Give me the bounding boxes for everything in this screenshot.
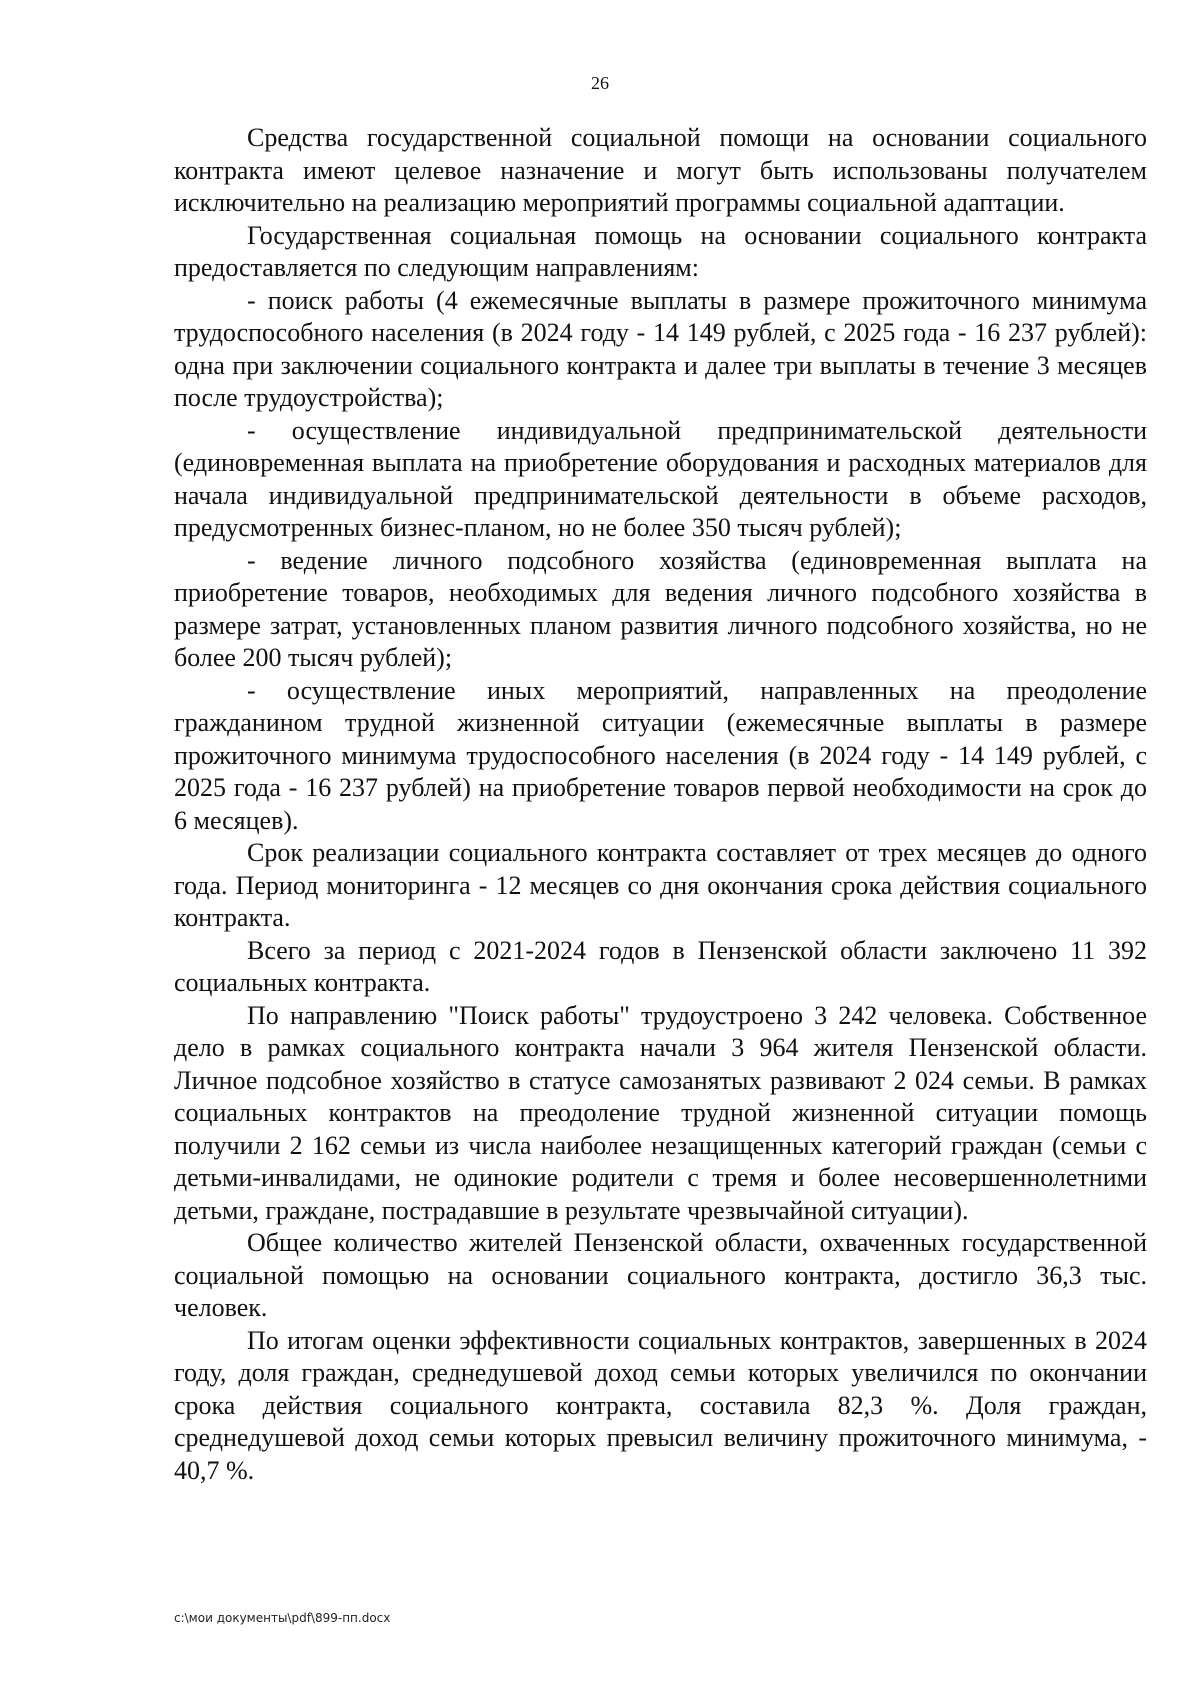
paragraph-contract-term: Срок реализации социального контракта составляет от трех месяцев до одного года. Период мониторинга - 12 месяцев со дня окончания срока действия социального контракта. [174,838,1147,932]
paragraph-results-by-direction: По направлению "Поиск работы" трудоустроено 3 242 человека. Собственное дело в рамках социального контракта начали 3 964 жителя Пензенской области. Личное подсобное хозяйство в статусе самозанятых развивают 2 024 семьи. В рамках социальных контрактов на преодоление трудной жизненной ситуации помощь получили 2 162 семьи из числа наиболее незащищенных категорий граждан (семьи с детьми-инвалидами, не одинокие родители с тремя и более несовершеннолетними детьми, граждане, пострадавшие в результате чрезвычайной ситуации). [174,1000,1147,1225]
paragraph-effectiveness: По итогам оценки эффективности социальных контрактов, завершенных в 2024 году, доля граждан, среднедушевой доход семьи которых увеличился по окончании срока действия социального контракта, составила 82,3 %. Доля граждан, среднедушевой доход семьи которых превысил величину прожиточного минимума, - 40,7 %. [174,1325,1147,1485]
paragraph-other-measures: - осуществление иных мероприятий, направленных на преодоление гражданином трудной жизненной ситуации (ежемесячные выплаты в размере прожиточного минимума трудоспособного населения (в 2024 году - 14 149 рублей, с 2025 года - 16 237 рублей) на приобретение товаров первой необходимости на срок до 6 месяцев). [174,675,1147,835]
paragraph-directions-intro: Государственная социальная помощь на основании социального контракта предоставляется по следующим направлениям: [174,220,1147,282]
paragraph-household-farming: - ведение личного подсобного хозяйства (единовременная выплата на приобретение товаров, необходимых для ведения личного подсобного хозяйства в размере затрат, установленных планом развития личного подсобного хозяйства, но не более 200 тысяч рублей); [174,545,1147,672]
paragraph-total-residents: Общее количество жителей Пензенской области, охваченных государственной социальной помощью на основании социального контракта, достигло 36,3 тыс. человек. [174,1228,1147,1322]
page-number: 26 [591,73,609,93]
paragraph-entrepreneurship: - осуществление индивидуальной предпринимательской деятельности (единовременная выплата на приобретение оборудования и расходных материалов для начала индивидуальной предпринимательской деятельности в объеме расходов, предусмотренных бизнес-планом, но не более 350 тысяч рублей); [174,415,1147,542]
paragraph-job-search: - поиск работы (4 ежемесячные выплаты в размере прожиточного минимума трудоспособного населения (в 2024 году - 14 149 рублей, с 2025 года - 16 237 рублей): одна при заключении социального контракта и далее три выплаты в течение 3 месяцев после трудоустройства); [174,285,1147,412]
document-body [174,122,1147,1487]
paragraph-funds-purpose: Средства государственной социальной помощи на основании социального контракта имеют целевое назначение и могут быть использованы получателем исключительно на реализацию мероприятий программы социальной адаптации. [174,123,1147,217]
footer-file-path: c:\мои документы\pdf\899-пп.docx [174,1611,391,1625]
paragraph-total-contracts: Всего за период с 2021-2024 годов в Пензенской области заключено 11 392 социальных контракта. [174,935,1147,997]
